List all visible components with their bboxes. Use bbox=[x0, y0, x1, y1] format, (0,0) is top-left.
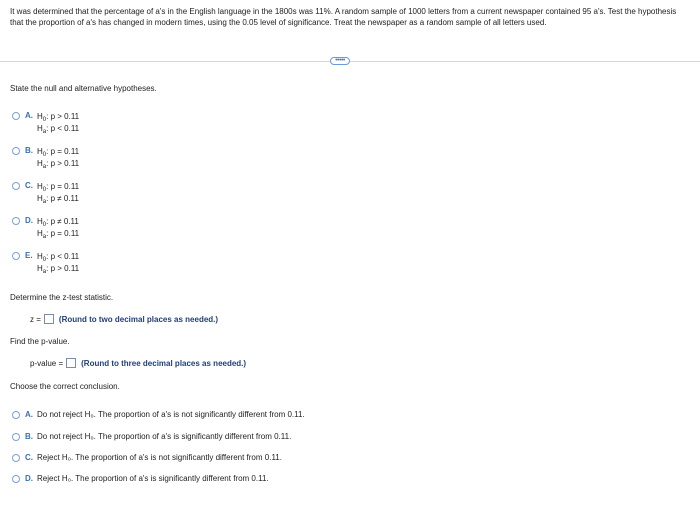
conclusion-text: Do not reject H₀. The proportion of a's is significantly different from 0.11. bbox=[37, 432, 292, 441]
option-letter: E. bbox=[25, 251, 33, 260]
pvalue-input[interactable] bbox=[66, 358, 76, 368]
hypothesis-option-e[interactable] bbox=[12, 251, 79, 275]
null-hypothesis: $H_0$: p > 0.11 bbox=[37, 112, 80, 123]
radio-icon[interactable] bbox=[12, 411, 20, 419]
radio-icon[interactable] bbox=[12, 217, 20, 225]
option-letter: A. bbox=[25, 111, 33, 120]
pvalue-answer-row bbox=[30, 358, 246, 368]
null-hypothesis: $H_0$: p = 0.11 bbox=[37, 147, 80, 158]
ztest-answer-row bbox=[30, 314, 218, 324]
option-letter: C. bbox=[25, 181, 33, 190]
radio-icon[interactable] bbox=[12, 182, 20, 190]
option-letter: B. bbox=[25, 146, 33, 155]
conclusion-option-b[interactable] bbox=[12, 432, 291, 441]
null-hypothesis: $H_0$: p ≠ 0.11 bbox=[37, 217, 79, 228]
pvalue-prefix: p-value = bbox=[30, 358, 64, 368]
hypotheses-label: State the null and alternative hypotheses. bbox=[10, 84, 157, 93]
alternative-hypothesis: $H_a$: p > 0.11 bbox=[37, 264, 80, 275]
question-prompt: It was determined that the percentage of a's in the English language in the 1800s was 11%. A random sample of 1000 letters from a current newspaper contained 95 a's. Test the hypothesis that the proportion of a's has changed in modern times, using the 0.05 level of significance. Treat the newspaper as a random sample of all letters used. bbox=[10, 7, 677, 27]
ztest-label: Determine the z-test statistic. bbox=[10, 293, 114, 302]
ztest-hint: (Round to two decimal places as needed.) bbox=[58, 314, 219, 324]
pvalue-label: Find the p-value. bbox=[10, 337, 70, 346]
radio-icon[interactable] bbox=[12, 475, 20, 483]
option-letter: B. bbox=[25, 432, 33, 441]
more-dots-icon: ••••• bbox=[335, 57, 345, 64]
radio-icon[interactable] bbox=[12, 112, 20, 120]
hypothesis-option-d[interactable] bbox=[12, 216, 79, 240]
hypothesis-option-b[interactable] bbox=[12, 146, 79, 170]
radio-icon[interactable] bbox=[12, 147, 20, 155]
alternative-hypothesis: $H_a$: p ≠ 0.11 bbox=[37, 194, 79, 205]
radio-icon[interactable] bbox=[12, 252, 20, 260]
option-letter: D. bbox=[25, 474, 33, 483]
option-letter: C. bbox=[25, 453, 33, 462]
radio-icon[interactable] bbox=[12, 454, 20, 462]
conclusion-option-d[interactable] bbox=[12, 474, 269, 483]
option-letter: A. bbox=[25, 410, 33, 419]
section-divider bbox=[0, 61, 700, 62]
radio-icon[interactable] bbox=[12, 433, 20, 441]
more-options-button[interactable] bbox=[330, 57, 350, 65]
alternative-hypothesis: $H_a$: p > 0.11 bbox=[37, 159, 80, 170]
ztest-input[interactable] bbox=[44, 314, 54, 324]
null-hypothesis: $H_0$: p < 0.11 bbox=[37, 252, 80, 263]
conclusion-text: Reject H₀. The proportion of a's is not significantly different from 0.11. bbox=[37, 453, 282, 462]
conclusion-label: Choose the correct conclusion. bbox=[10, 382, 120, 391]
alternative-hypothesis: $H_a$: p < 0.11 bbox=[37, 124, 80, 135]
option-letter: D. bbox=[25, 216, 33, 225]
hypothesis-option-c[interactable] bbox=[12, 181, 79, 205]
conclusion-text: Do not reject H₀. The proportion of a's is not significantly different from 0.11. bbox=[37, 410, 305, 419]
conclusion-option-a[interactable] bbox=[12, 410, 305, 419]
conclusion-option-c[interactable] bbox=[12, 453, 282, 462]
hypothesis-option-a[interactable] bbox=[12, 111, 79, 135]
ztest-prefix: z = bbox=[30, 314, 41, 324]
conclusion-text: Reject H₀. The proportion of a's is significantly different from 0.11. bbox=[37, 474, 269, 483]
pvalue-hint: (Round to three decimal places as needed.) bbox=[81, 358, 247, 368]
null-hypothesis: $H_0$: p = 0.11 bbox=[37, 182, 80, 193]
alternative-hypothesis: $H_a$: p = 0.11 bbox=[37, 229, 80, 240]
